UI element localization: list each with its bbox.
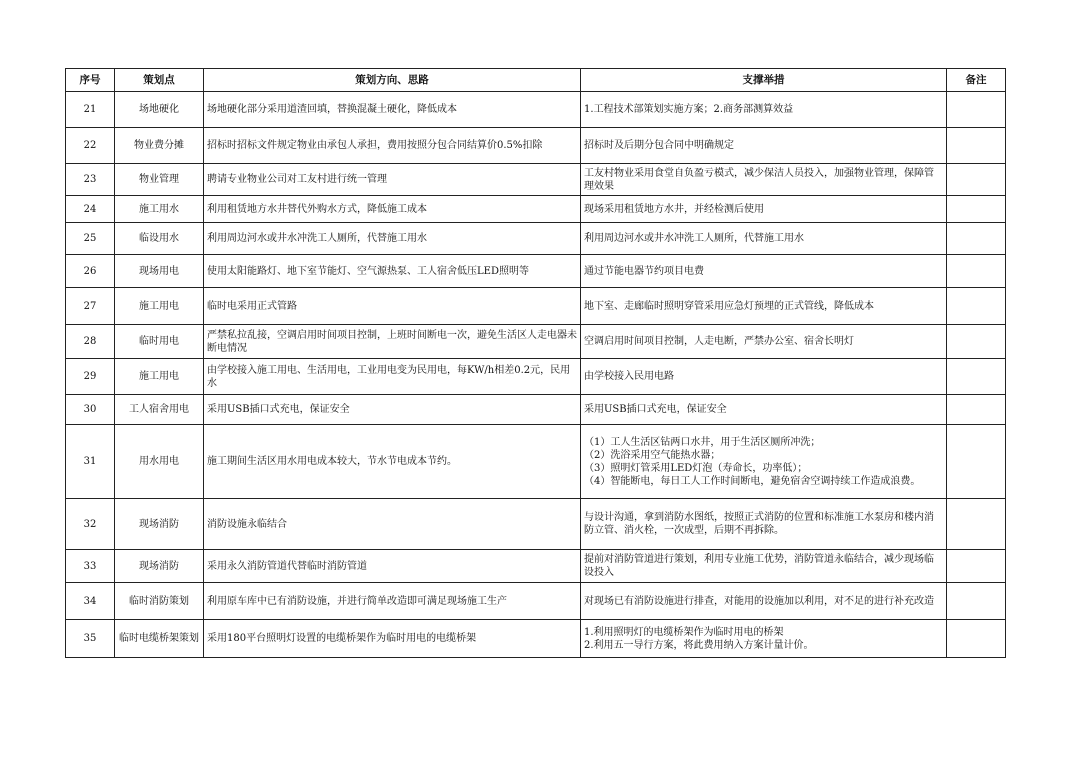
table-row — [66, 288, 1006, 325]
cell-no: 25 — [66, 223, 115, 255]
planning-table — [65, 68, 1006, 658]
cell-no: 22 — [66, 128, 115, 164]
table-row — [66, 359, 1006, 395]
cell-remark — [947, 583, 1006, 620]
header-row — [66, 69, 1006, 92]
cell-item: 物业费分摊 — [115, 128, 204, 164]
cell-direction: 使用太阳能路灯、地下室节能灯、空气源热泵、工人宿舍低压LED照明等 — [204, 255, 581, 288]
cell-measures: 招标时及后期分包合同中明确规定 — [581, 128, 947, 164]
cell-no: 28 — [66, 325, 115, 359]
table-row — [66, 196, 1006, 223]
cell-direction: 由学校接入施工用电、生活用电，工业用电变为民用电，每KW/h相差0.2元，民用水 — [204, 359, 581, 395]
cell-no: 27 — [66, 288, 115, 325]
cell-measures: 地下室、走廊临时照明穿管采用应急灯预埋的正式管线，降低成本 — [581, 288, 947, 325]
cell-measures: 利用周边河水或井水冲洗工人厕所，代替施工用水 — [581, 223, 947, 255]
cell-direction: 利用周边河水或井水冲洗工人厕所，代替施工用水 — [204, 223, 581, 255]
header-item: 策划点 — [115, 69, 204, 92]
table-row — [66, 583, 1006, 620]
cell-remark — [947, 223, 1006, 255]
table-row — [66, 425, 1006, 499]
cell-measures: 1.利用照明灯的电缆桥架作为临时用电的桥架 2.利用五一导行方案，将此费用纳入方案计量计价。 — [581, 620, 947, 658]
cell-no: 34 — [66, 583, 115, 620]
cell-direction: 聘请专业物业公司对工友村进行统一管理 — [204, 164, 581, 196]
cell-measures: 通过节能电器节约项目电费 — [581, 255, 947, 288]
cell-item: 临时电缆桥架策划 — [115, 620, 204, 658]
cell-direction: 采用USB插口式充电，保证安全 — [204, 395, 581, 425]
table-row — [66, 255, 1006, 288]
cell-item: 现场消防 — [115, 499, 204, 550]
cell-measures: 与设计沟通，拿到消防水图纸，按照正式消防的位置和标准施工水泵房和楼内消防立管、消火栓，一次成型，后期不再拆除。 — [581, 499, 947, 550]
cell-measures: 提前对消防管道进行策划，利用专业施工优势，消防管道永临结合，减少现场临设投入 — [581, 550, 947, 583]
cell-remark — [947, 359, 1006, 395]
cell-measures: 对现场已有消防设施进行排查，对能用的设施加以利用，对不足的进行补充改造 — [581, 583, 947, 620]
cell-measures: 空调启用时间项目控制，人走电断，严禁办公室、宿舍长明灯 — [581, 325, 947, 359]
cell-no: 32 — [66, 499, 115, 550]
cell-item: 临时用电 — [115, 325, 204, 359]
cell-direction: 临时电采用正式管路 — [204, 288, 581, 325]
cell-remark — [947, 196, 1006, 223]
cell-direction: 采用永久消防管道代替临时消防管道 — [204, 550, 581, 583]
cell-item: 施工用电 — [115, 288, 204, 325]
header-no: 序号 — [66, 69, 115, 92]
cell-direction: 招标时招标文件规定物业由承包人承担，费用按照分包合同结算价0.5%扣除 — [204, 128, 581, 164]
header-remark: 备注 — [947, 69, 1006, 92]
cell-item: 临设用水 — [115, 223, 204, 255]
cell-direction: 场地硬化部分采用道渣回填，替换混凝土硬化，降低成本 — [204, 92, 581, 128]
table-row — [66, 395, 1006, 425]
cell-no: 29 — [66, 359, 115, 395]
table-row — [66, 550, 1006, 583]
cell-remark — [947, 325, 1006, 359]
table-row — [66, 128, 1006, 164]
table-body — [66, 92, 1006, 658]
cell-measures: 由学校接入民用电路 — [581, 359, 947, 395]
header-measures: 支撑举措 — [581, 69, 947, 92]
cell-item: 现场消防 — [115, 550, 204, 583]
cell-direction: 施工期间生活区用水用电成本较大，节水节电成本节约。 — [204, 425, 581, 499]
cell-no: 24 — [66, 196, 115, 223]
cell-remark — [947, 550, 1006, 583]
cell-remark — [947, 425, 1006, 499]
cell-direction: 利用租赁地方水井替代外购水方式，降低施工成本 — [204, 196, 581, 223]
cell-item: 场地硬化 — [115, 92, 204, 128]
cell-item: 临时消防策划 — [115, 583, 204, 620]
cell-no: 23 — [66, 164, 115, 196]
cell-measures: 工友村物业采用食堂自负盈亏模式，减少保洁人员投入，加强物业管理，保障管理效果 — [581, 164, 947, 196]
table-row — [66, 325, 1006, 359]
cell-remark — [947, 499, 1006, 550]
cell-direction: 采用180平台照明灯设置的电缆桥架作为临时用电的电缆桥架 — [204, 620, 581, 658]
cell-item: 用水用电 — [115, 425, 204, 499]
cell-remark — [947, 128, 1006, 164]
cell-item: 物业管理 — [115, 164, 204, 196]
cell-no: 30 — [66, 395, 115, 425]
table-row — [66, 92, 1006, 128]
cell-no: 31 — [66, 425, 115, 499]
cell-item: 现场用电 — [115, 255, 204, 288]
cell-measures: 现场采用租赁地方水井，并经检测后使用 — [581, 196, 947, 223]
table-row — [66, 164, 1006, 196]
cell-direction: 利用原车库中已有消防设施，并进行简单改造即可满足现场施工生产 — [204, 583, 581, 620]
cell-remark — [947, 255, 1006, 288]
cell-measures: （1）工人生活区钻两口水井，用于生活区厕所冲洗； （2）洗浴采用空气能热水器； （3）照明灯管采用LED灯泡（寿命长，功率低）； （4）智能断电，每日工人工作时间断电，避免宿舍空调持续工作造成浪费。 — [581, 425, 947, 499]
cell-measures: 采用USB插口式充电，保证安全 — [581, 395, 947, 425]
cell-remark — [947, 395, 1006, 425]
cell-item: 工人宿舍用电 — [115, 395, 204, 425]
cell-direction: 消防设施永临结合 — [204, 499, 581, 550]
cell-item: 施工用水 — [115, 196, 204, 223]
table-row — [66, 620, 1006, 658]
cell-remark — [947, 164, 1006, 196]
cell-measures: 1.工程技术部策划实施方案；2.商务部测算效益 — [581, 92, 947, 128]
table-row — [66, 499, 1006, 550]
cell-remark — [947, 92, 1006, 128]
cell-no: 33 — [66, 550, 115, 583]
cell-direction: 严禁私拉乱接，空调启用时间项目控制，上班时间断电一次，避免生活区人走电器未断电情况 — [204, 325, 581, 359]
cell-no: 26 — [66, 255, 115, 288]
header-direction: 策划方向、思路 — [204, 69, 581, 92]
cell-item: 施工用电 — [115, 359, 204, 395]
cell-no: 35 — [66, 620, 115, 658]
table-row — [66, 223, 1006, 255]
cell-remark — [947, 620, 1006, 658]
cell-no: 21 — [66, 92, 115, 128]
cell-remark — [947, 288, 1006, 325]
